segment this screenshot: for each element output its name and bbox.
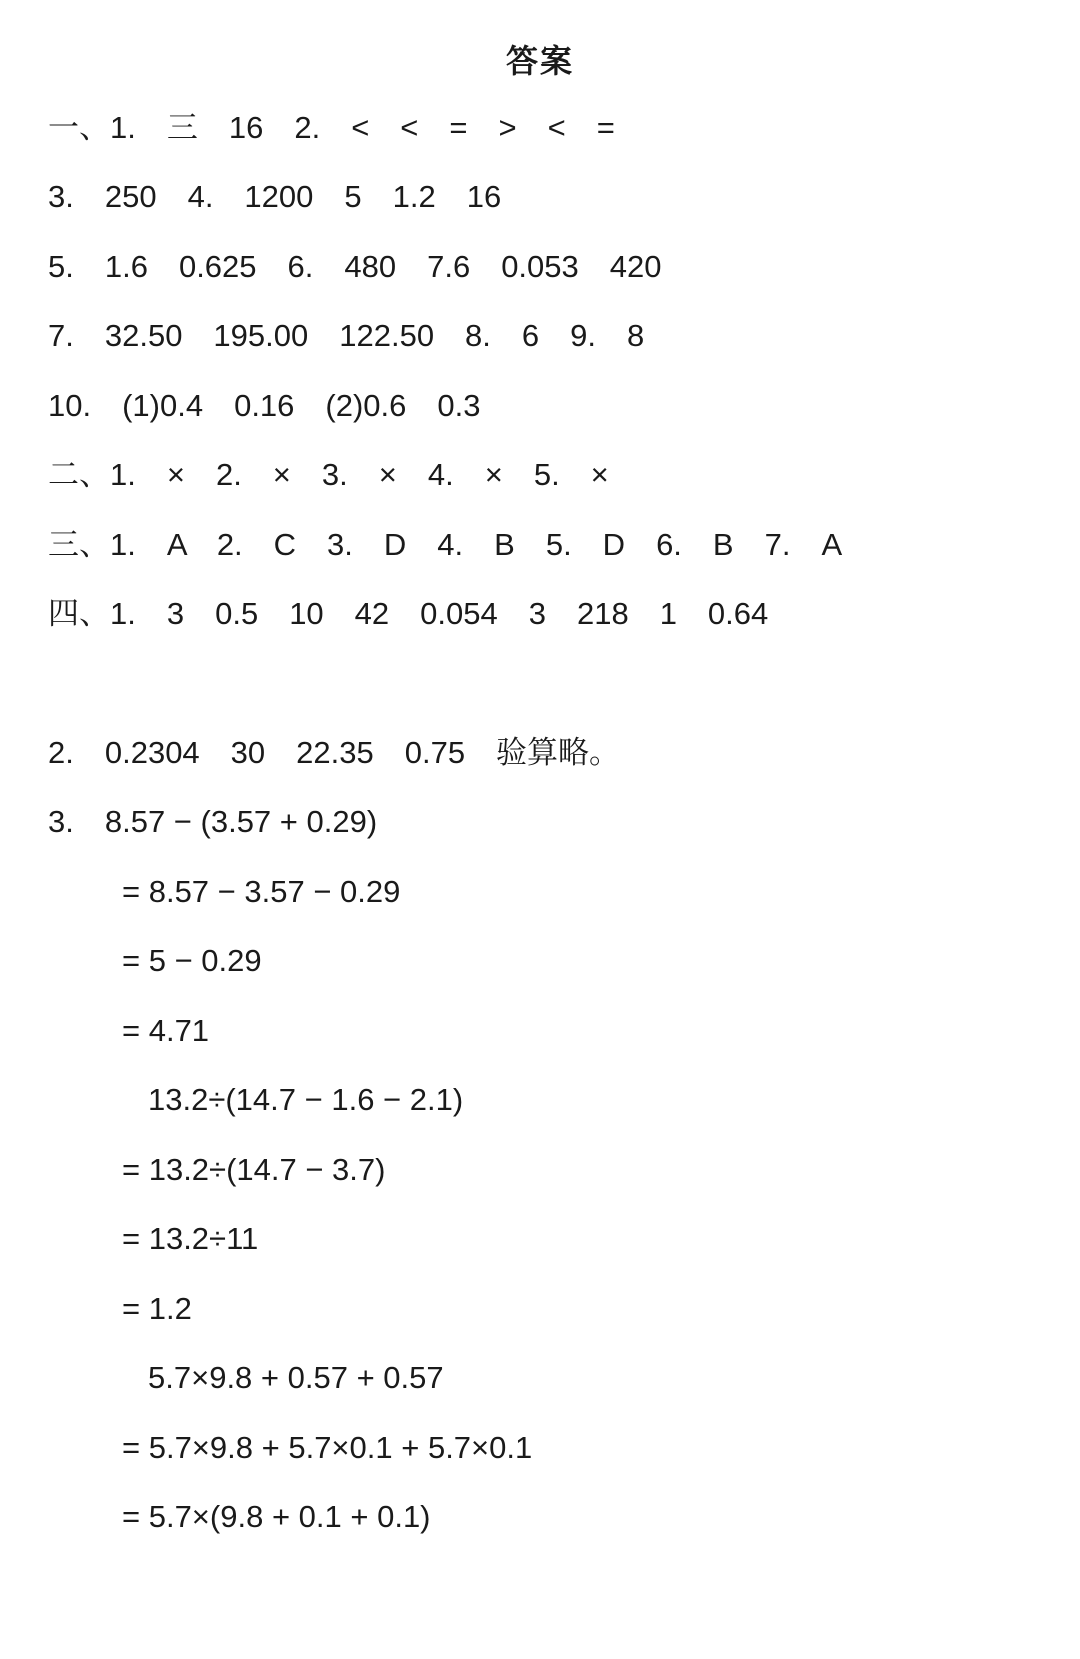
answer-line-section4-q2: 2. 0.2304 30 22.35 0.75 验算略。 xyxy=(48,735,621,770)
answer-line-section4-q1: 四、1. 3 0.5 10 42 0.054 3 218 1 0.64 xyxy=(48,596,769,631)
answer-line-section4-q3: 3. 8.57 − (3.57 + 0.29) xyxy=(48,804,378,839)
answer-line-section3: 三、1. A 2. C 3. D 4. B 5. D 6. B 7. A xyxy=(48,527,843,562)
answer-line-section2: 二、1. × 2. × 3. × 4. × 5. × xyxy=(48,457,609,492)
answer-line-q5-6: 5. 1.6 0.625 6. 480 7.6 0.053 420 xyxy=(48,249,662,284)
calc-step: = 8.57 − 3.57 − 0.29 xyxy=(122,874,401,909)
answer-line-q7-9: 7. 32.50 195.00 122.50 8. 6 9. 8 xyxy=(48,318,645,353)
answer-line-section1-q1-2: 一、1. 三 16 2. < < = > < = xyxy=(48,110,615,145)
answer-line-q3-4: 3. 250 4. 1200 5 1.2 16 xyxy=(48,179,502,214)
page-title: 答案 xyxy=(505,42,574,80)
calc-step: = 13.2÷11 xyxy=(122,1221,259,1256)
calc-step: = 4.71 xyxy=(122,1013,210,1048)
calc-step: = 5.7×(9.8 + 0.1 + 0.1) xyxy=(122,1499,431,1534)
calc-step: = 13.2÷(14.7 − 3.7) xyxy=(122,1152,386,1187)
calc-step: = 5.7×9.8 + 5.7×0.1 + 5.7×0.1 xyxy=(122,1430,533,1465)
answer-line-q10: 10. (1)0.4 0.16 (2)0.6 0.3 xyxy=(48,388,481,423)
calc-step: = 5 − 0.29 xyxy=(122,943,262,978)
calc-expression: 5.7×9.8 + 0.57 + 0.57 xyxy=(148,1360,444,1395)
calc-step: = 1.2 xyxy=(122,1291,192,1326)
calc-expression: 13.2÷(14.7 − 1.6 − 2.1) xyxy=(148,1082,464,1117)
